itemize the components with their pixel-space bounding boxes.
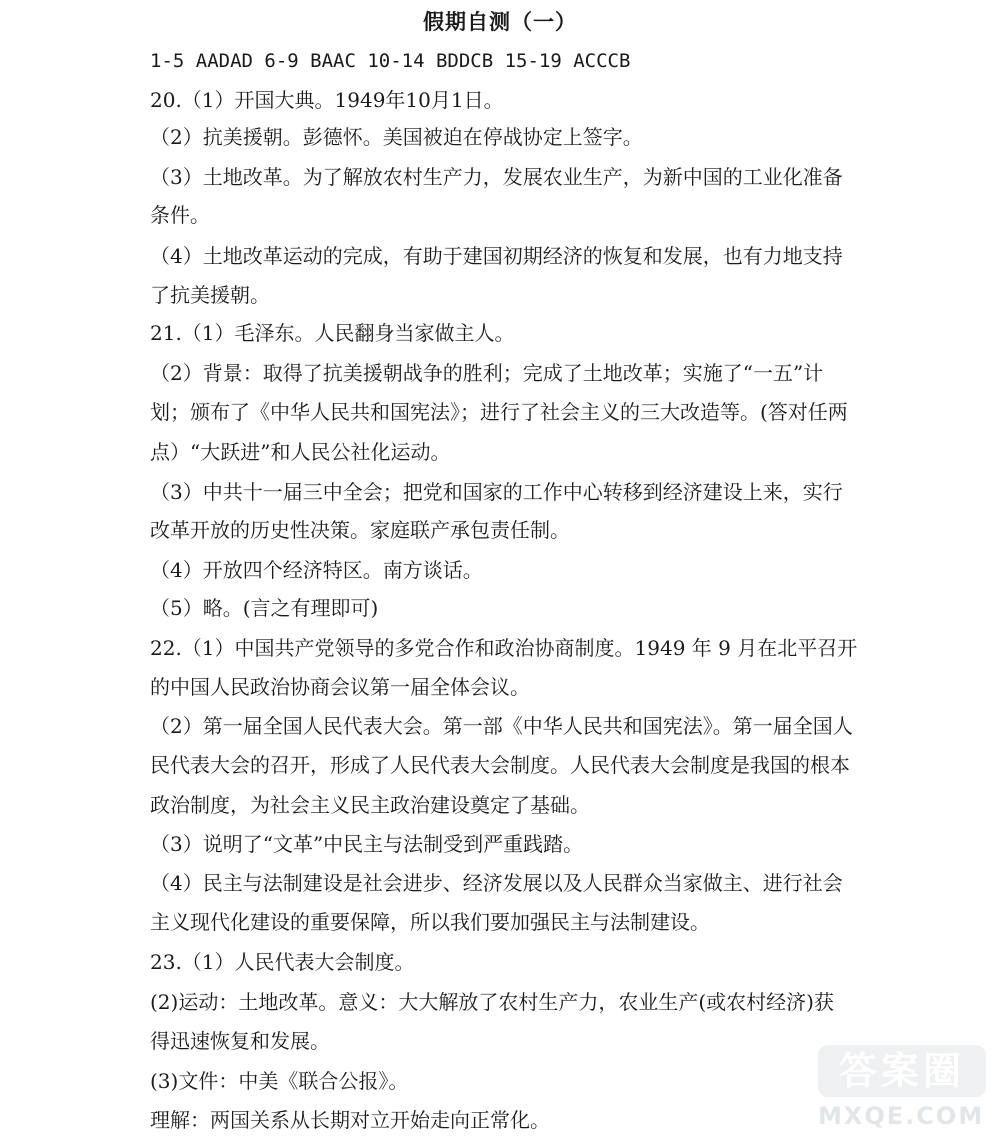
answer-line: 21.（1）毛泽东。人民翻身当家做主人。 xyxy=(150,321,515,345)
watermark-bottom-text: MXQE.COM xyxy=(818,1102,985,1130)
answer-line: （2）背景：取得了抗美援朝战争的胜利；完成了土地改革；实施了“一五”计 xyxy=(150,361,824,385)
answer-line: 条件。 xyxy=(150,203,210,227)
page-title: 假期自测（一） xyxy=(423,9,577,34)
answer-line: （4）开放四个经济特区。南方谈话。 xyxy=(150,558,483,582)
watermark-top-text: 答案圈 xyxy=(818,1045,986,1097)
answer-line: 点）“大跃进”和人民公社化运动。 xyxy=(150,440,451,464)
answer-line: 政治制度，为社会主义民主政治建设奠定了基础。 xyxy=(150,793,590,817)
answer-line: 划；颁布了《中华人民共和国宪法》；进行了社会主义的三大改造等。(答对任两 xyxy=(150,400,848,424)
answer-line: 民代表大会的召开，形成了人民代表大会制度。人民代表大会制度是我国的根本 xyxy=(150,753,850,777)
answer-line: 的中国人民政治协商会议第一届全体会议。 xyxy=(150,675,530,699)
answer-line: 得迅速恢复和发展。 xyxy=(150,1029,330,1053)
answer-line: 改革开放的历史性决策。家庭联产承包责任制。 xyxy=(150,518,570,542)
answer-line: （4）民主与法制建设是社会进步、经济发展以及人民群众当家做主、进行社会 xyxy=(150,871,843,895)
multiple-choice-answers: 1-5 AADAD 6-9 BAAC 10-14 BDDCB 15-19 ACCCB xyxy=(150,50,631,72)
answer-line: 理解：两国关系从长期对立开始走向正常化。 xyxy=(150,1108,550,1132)
answer-line: 20.（1）开国大典。1949年10月1日。 xyxy=(150,88,504,112)
answer-line: （2）第一届全国人民代表大会。第一部《中华人民共和国宪法》。第一届全国人 xyxy=(150,714,853,738)
answer-line: (2)运动：土地改革。意义：大大解放了农村生产力，农业生产(或农村经济)获 xyxy=(150,990,834,1014)
answer-line: 23.（1）人民代表大会制度。 xyxy=(150,950,415,974)
watermark-logo xyxy=(818,1045,986,1133)
answer-line: （3）中共十一届三中全会；把党和国家的工作中心转移到经济建设上来，实行 xyxy=(150,480,843,504)
answer-line: 22.（1）中国共产党领导的多党合作和政治协商制度。1949 年 9 月在北平召开 xyxy=(150,636,858,660)
answer-line: 主义现代化建设的重要保障，所以我们要加强民主与法制建设。 xyxy=(150,910,710,934)
answer-line: （4）土地改革运动的完成，有助于建国初期经济的恢复和发展，也有力地支持 xyxy=(150,244,843,268)
answer-line: （5）略。(言之有理即可) xyxy=(150,596,379,620)
answer-line: （2）抗美援朝。彭德怀。美国被迫在停战协定上签字。 xyxy=(150,125,643,149)
answer-line: （3）土地改革。为了解放农村生产力，发展农业生产，为新中国的工业化准备 xyxy=(150,165,843,189)
answer-line: 了抗美援朝。 xyxy=(150,283,270,307)
answer-line: （3）说明了“文革”中民主与法制受到严重践踏。 xyxy=(150,832,584,856)
answer-line: (3)文件：中美《联合公报》。 xyxy=(150,1069,409,1093)
